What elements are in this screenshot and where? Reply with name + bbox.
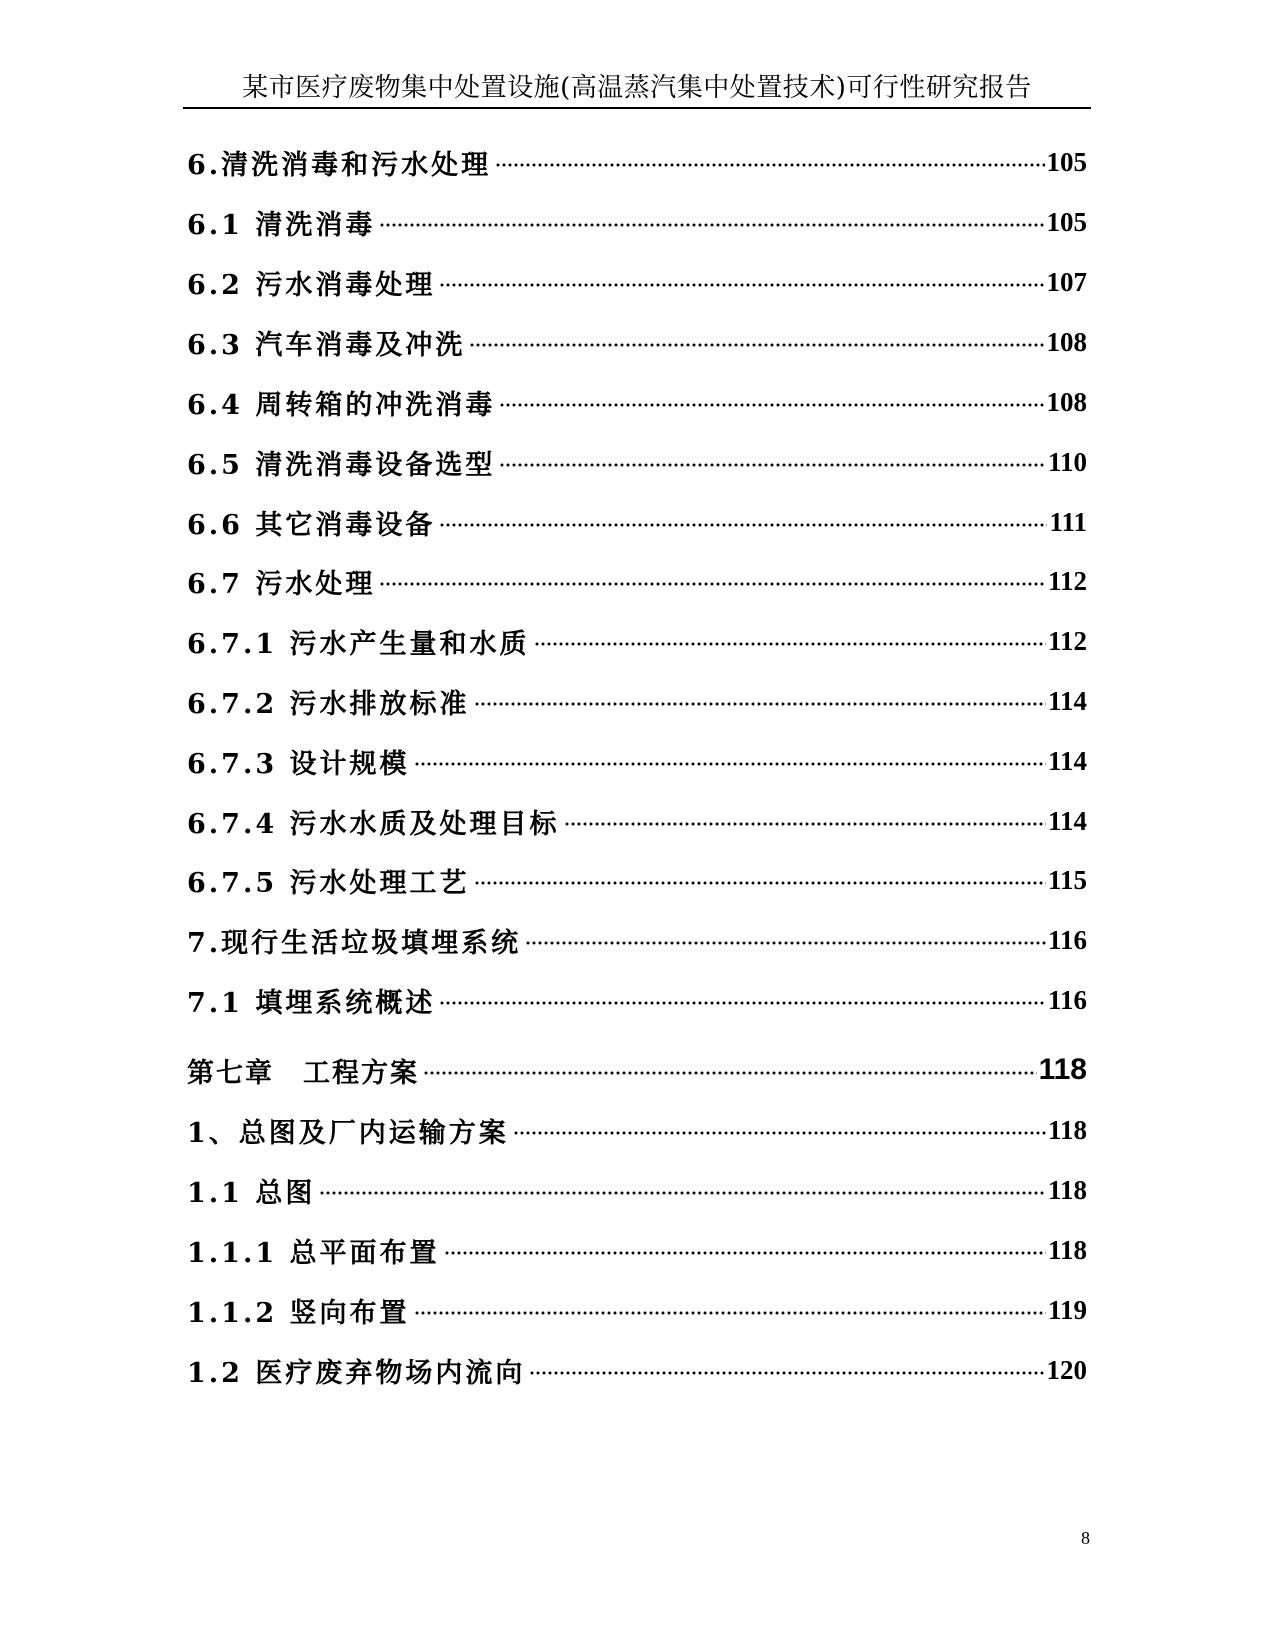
toc-entry[interactable]: [187, 500, 1087, 544]
toc-entry-label: 1、总图及厂内运输方案: [187, 1117, 509, 1149]
toc-entry-page: 105: [1046, 206, 1087, 237]
toc-dot-leader: [499, 403, 1044, 407]
toc-entry-label: 6.1 清洗消毒: [187, 209, 376, 241]
toc-entry-label: 6.2 污水消毒处理: [187, 269, 436, 301]
toc-dot-leader: [525, 941, 1046, 945]
toc-entry-label: 6.7.2 污水排放标准: [187, 688, 470, 720]
toc-entry-page: 116: [1047, 984, 1087, 1015]
toc-entry-label: 7.现行生活垃圾填埋系统: [187, 927, 522, 959]
toc-entry[interactable]: [187, 679, 1087, 723]
toc-entry[interactable]: [187, 1168, 1087, 1212]
toc-entry-page: 110: [1047, 446, 1087, 477]
toc-dot-leader: [534, 642, 1046, 646]
toc-dot-leader: [414, 762, 1046, 766]
toc-entry-page: 114: [1047, 685, 1087, 716]
toc-entry-page: 112: [1047, 565, 1087, 596]
toc-entry-page: 107: [1046, 266, 1087, 297]
toc-dot-leader: [499, 463, 1046, 467]
toc-entry[interactable]: [187, 260, 1087, 304]
toc-entry[interactable]: [187, 739, 1087, 783]
toc-entry-page: 105: [1046, 146, 1087, 177]
toc-entry[interactable]: [187, 140, 1087, 184]
toc-dot-leader: [379, 223, 1044, 227]
toc-entry-label: 6.清洗消毒和污水处理: [187, 149, 492, 181]
toc-entry-page: 114: [1047, 745, 1087, 776]
toc-entry-page: 118: [1047, 1234, 1087, 1265]
toc-entry-page: 120: [1046, 1354, 1087, 1385]
toc-dot-leader: [474, 881, 1046, 885]
toc-entry-page: 108: [1046, 326, 1087, 357]
toc-entry-label: 6.3 汽车消毒及冲洗: [187, 329, 466, 361]
toc-entry-page: 116: [1047, 924, 1087, 955]
toc-entry-label: 6.5 清洗消毒设备选型: [187, 449, 496, 481]
toc-entry-page: 108: [1046, 386, 1087, 417]
toc-dot-leader: [439, 1001, 1046, 1005]
toc-dot-leader: [439, 523, 1047, 527]
toc-entry-label: 6.7.3 设计规模: [187, 748, 410, 780]
toc-entry-label: 第七章 工程方案: [187, 1057, 419, 1089]
toc-entry[interactable]: [187, 440, 1087, 484]
toc-entry[interactable]: [187, 978, 1087, 1022]
toc-entry-label: 7.1 填埋系统概述: [187, 987, 436, 1019]
toc-entry[interactable]: [187, 380, 1087, 424]
toc-entry-page: 115: [1047, 864, 1087, 895]
toc-entry-page: 119: [1047, 1294, 1087, 1325]
toc-dot-leader: [529, 1371, 1044, 1375]
toc-entry-page: 118: [1047, 1174, 1087, 1205]
toc-entry[interactable]: [187, 619, 1087, 663]
toc-entry[interactable]: [187, 1288, 1087, 1332]
toc-dot-leader: [474, 702, 1046, 706]
toc-entry[interactable]: [187, 320, 1087, 364]
toc-entry-page: 118: [1047, 1114, 1087, 1145]
toc-entry-page: 118: [1038, 1053, 1087, 1086]
toc-entry-label: 6.6 其它消毒设备: [187, 509, 436, 541]
toc-entry-label: 1.2 医疗废弃物场内流向: [187, 1357, 526, 1389]
toc-entry-label: 6.7.1 污水产生量和水质: [187, 628, 530, 660]
toc-entry-label: 1.1.1 总平面布置: [187, 1237, 440, 1269]
toc-entry-page: 114: [1047, 805, 1087, 836]
toc-entry[interactable]: [187, 1348, 1087, 1392]
toc-dot-leader: [319, 1191, 1046, 1195]
toc-entry[interactable]: [187, 799, 1087, 843]
toc-entry[interactable]: [187, 559, 1087, 603]
toc-entry-label: 1.1 总图: [187, 1177, 316, 1209]
toc-dot-leader: [444, 1251, 1046, 1255]
toc-entry-label: 6.7.4 污水水质及处理目标: [187, 808, 560, 840]
header-rule: [183, 107, 1091, 109]
toc-entry-label: 6.7 污水处理: [187, 568, 376, 600]
toc-dot-leader: [469, 343, 1044, 347]
toc-entry[interactable]: [187, 1108, 1087, 1152]
toc-entry[interactable]: [187, 918, 1087, 962]
toc-dot-leader: [423, 1071, 1037, 1075]
toc-entry-label: 6.7.5 污水处理工艺: [187, 867, 470, 899]
toc-dot-leader: [495, 163, 1044, 167]
page-number: 8: [1081, 1528, 1090, 1548]
toc-dot-leader: [439, 283, 1044, 287]
toc-entry[interactable]: [187, 200, 1087, 244]
toc-entry[interactable]: [187, 858, 1087, 902]
toc-entry[interactable]: [187, 1228, 1087, 1272]
toc-dot-leader: [513, 1131, 1046, 1135]
toc-entry-label: 6.4 周转箱的冲洗消毒: [187, 389, 496, 421]
toc-dot-leader: [564, 822, 1046, 826]
running-header: 某市医疗废物集中处置设施(高温蒸汽集中处置技术)可行性研究报告: [242, 73, 1032, 103]
toc-dot-leader: [414, 1311, 1046, 1315]
toc-entry-page: 111: [1049, 506, 1087, 537]
toc-dot-leader: [379, 582, 1046, 586]
toc-entry-label: 1.1.2 竖向布置: [187, 1297, 410, 1329]
toc-entry-page: 112: [1047, 625, 1087, 656]
toc-chapter-entry[interactable]: [187, 1048, 1087, 1092]
